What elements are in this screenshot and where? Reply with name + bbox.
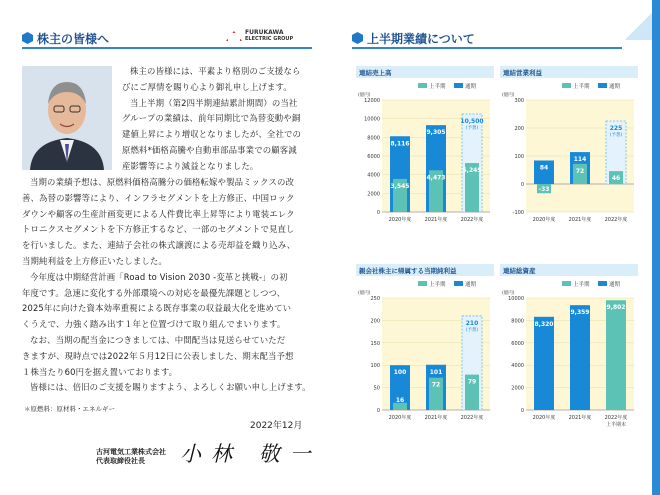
bar-half-year-label: -33: [538, 186, 550, 194]
y-tick-label: 200: [370, 318, 380, 325]
bar-full-year: [570, 305, 590, 410]
footnote: ＊原燃料：原材料・エネルギー: [24, 405, 115, 413]
x-tick-label: 2021年度: [424, 415, 448, 421]
letter-date: 2022年12月: [250, 421, 303, 431]
bar-half-year: [393, 403, 407, 410]
chart-title: 連結売上高: [359, 69, 392, 77]
legend-swatch: [598, 83, 607, 88]
chart-unit: (億円): [502, 93, 515, 98]
legend-label: 通期: [609, 84, 621, 90]
chart-unit: (億円): [358, 291, 371, 296]
hexagon-icon: [22, 32, 33, 44]
x-tick-label: 2022年度: [604, 415, 628, 421]
legend-swatch: [454, 281, 463, 286]
chart-net-sales: [356, 66, 494, 240]
x-tick-label: 2020年度: [532, 415, 556, 421]
x-tick-label: 2020年度: [532, 217, 556, 223]
y-tick-label: 250: [370, 296, 380, 302]
x-tick-sublabel: 上半期末: [605, 422, 627, 428]
president-portrait-icon: [22, 66, 112, 170]
legend-swatch: [418, 83, 427, 88]
x-tick-label: 2022年度: [604, 217, 628, 223]
furukawa-mark-icon: [226, 31, 242, 41]
legend-label: 通期: [465, 282, 477, 288]
president-signature: 小林 敬一: [180, 442, 321, 466]
y-tick-label: 8000: [511, 318, 524, 325]
forecast-label: (予想): [609, 133, 623, 138]
y-tick-label: 12000: [364, 98, 380, 104]
y-tick-label: 6000: [367, 154, 380, 160]
hexagon-icon: [352, 32, 363, 44]
y-tick-label: 0: [520, 408, 524, 414]
chart-title: 親会社株主に帰属する当期純利益: [359, 267, 457, 275]
bar-full-year-label: 10,500: [460, 118, 484, 125]
legend-label: 上半期: [429, 282, 446, 288]
right-page: [330, 0, 660, 495]
y-tick-label: 300: [514, 98, 524, 104]
bar-full-year-label: 9,359: [570, 309, 590, 317]
chart-svg: [356, 264, 494, 434]
chart-unit: (億円): [358, 93, 371, 98]
chart-unit: (億円): [502, 291, 515, 296]
section-header-right: [352, 28, 475, 48]
legend-swatch: [598, 281, 607, 286]
section-title-right: 上半期業績について: [367, 31, 475, 46]
bar-full-year-label: 100: [393, 369, 407, 377]
legend-label: 上半期: [573, 282, 590, 288]
chart-svg: [500, 264, 638, 434]
legend-swatch: [418, 281, 427, 286]
y-tick-label: 150: [370, 340, 380, 347]
y-tick-label: -100: [512, 210, 524, 216]
bar-full-year-label: 114: [573, 156, 587, 164]
legend-swatch: [454, 83, 463, 88]
bar-half-year-label: 79: [467, 378, 477, 386]
bar-full-year: [534, 317, 554, 410]
bar-half-year-label: 5,245: [462, 167, 482, 175]
x-tick-label: 2020年度: [388, 415, 412, 421]
x-tick-label: 2022年度: [460, 217, 484, 223]
president-photo: [22, 66, 112, 170]
chart-total-assets: [500, 264, 638, 438]
bar-half-year-label: 4,473: [426, 174, 446, 182]
y-tick-label: 10000: [508, 296, 524, 302]
bar-half-year-label: 16: [395, 396, 405, 404]
forecast-label: (予想): [465, 126, 479, 131]
y-tick-label: 100: [370, 363, 380, 370]
chart-svg: [356, 66, 494, 236]
bar-half-year: [606, 300, 626, 410]
chart-operating-income: [500, 66, 638, 240]
x-tick-label: 2022年度: [460, 415, 484, 421]
y-tick-label: 4000: [511, 363, 524, 370]
y-tick-label: 4000: [367, 172, 380, 179]
bar-full-year-label: 225: [609, 125, 623, 132]
y-tick-label: 0: [520, 182, 524, 188]
paragraph-forecast: 当期の業績予想は、原燃料価格高騰分の価格転嫁や製品ミックスの改 善、為替の影響等により、インフラセグメントを上方修正、中国ロック ダウンや顧客の生産計画変更による人件費比率上昇等により電装エレク トロニクスセグメントを下方修正するなど、一部のセグメントで見直し を行いました。また、連結子会社の株式譲渡による売却益を織り込み、 当期純利益を上方修正いたしました。 今年度は中期経営計画「Road to Vision 2030 -変革と挑戦-」の初 年度です。急速に変化する外部環境への対応を最優先課題としつつ、 2025年に向けた資本効率重視による既存事業の収益最大化を進めてい くうえで、力強く踏み出す１年と位置づけて取り組んでまいります。 なお、当期の配当金につきましては、中間配当は見送らせていただ きますが、現時点では2022年５月12日に公表しました、期末配当予想 １株当たり60円を据え置いております。 皆様には、倍旧のご支援を賜りますよう、よろしくお願い申し上げます。: [22, 177, 311, 393]
y-tick-label: 2000: [367, 191, 380, 198]
x-tick-label: 2021年度: [568, 217, 592, 223]
bar-full-year-label: 210: [465, 319, 479, 327]
bar-half-year-label: 9,802: [606, 304, 626, 312]
furukawa-logo: FURUKAWA ELECTRIC GROUP: [226, 30, 293, 42]
bar-half-year-label: 72: [575, 167, 585, 175]
bar-half-year-label: 3,545: [390, 182, 410, 190]
legend-swatch: [562, 83, 571, 88]
y-tick-label: 100: [514, 154, 524, 160]
legend-swatch: [562, 281, 571, 286]
forecast-label: (予想): [465, 327, 479, 333]
y-tick-label: 0: [376, 210, 380, 216]
legend-label: 上半期: [429, 84, 446, 90]
divider-left: [22, 47, 312, 49]
section-title-left: 株主の皆様へ: [37, 31, 110, 46]
y-tick-label: 10000: [364, 116, 380, 123]
y-tick-label: 8000: [367, 135, 380, 142]
bar-full-year-label: 84: [539, 164, 549, 172]
bar-half-year-label: 46: [611, 175, 621, 183]
y-tick-label: 6000: [511, 340, 524, 347]
legend-label: 通期: [465, 84, 477, 90]
y-tick-label: 50: [373, 385, 380, 392]
legend-label: 通期: [609, 282, 621, 288]
x-tick-label: 2021年度: [424, 217, 448, 223]
chart-svg: [500, 66, 638, 236]
y-tick-label: 0: [376, 408, 380, 414]
chart-title: 連結営業利益: [503, 69, 542, 77]
bar-full-year-label: 9,305: [426, 129, 446, 137]
chart-title: 連結総資産: [503, 267, 536, 275]
company-name: 古河電気工業株式会社 代表取締役社長: [96, 448, 166, 465]
bar-full-year-label: 8,116: [390, 140, 410, 148]
chart-net-income: [356, 264, 494, 438]
y-tick-label: 200: [514, 126, 524, 132]
divider-right: [352, 47, 622, 49]
bar-full-year-label: 101: [429, 368, 443, 376]
y-tick-label: 2000: [511, 385, 524, 392]
bar-full-year-label: 8,320: [534, 320, 554, 328]
bar-half-year-label: 72: [431, 381, 441, 389]
page-edge-band: [652, 0, 660, 495]
x-tick-label: 2020年度: [388, 217, 412, 223]
legend-label: 上半期: [573, 84, 590, 90]
section-header-left: [22, 28, 109, 48]
paragraph-greeting: 株主の皆様には、平素より格別のご支援なら びにご厚情を賜り心より御礼申し上げます。 当上半期（第2四半期連結累計期間）の当社 グループの業績は、前年同期比で為替変動や銅 建値上昇により増収となりましたが、全社での 原燃料*価格高騰や自動車部品事業での顧客減 産影響等により減益となりました。: [122, 66, 302, 171]
x-tick-label: 2021年度: [568, 415, 592, 421]
